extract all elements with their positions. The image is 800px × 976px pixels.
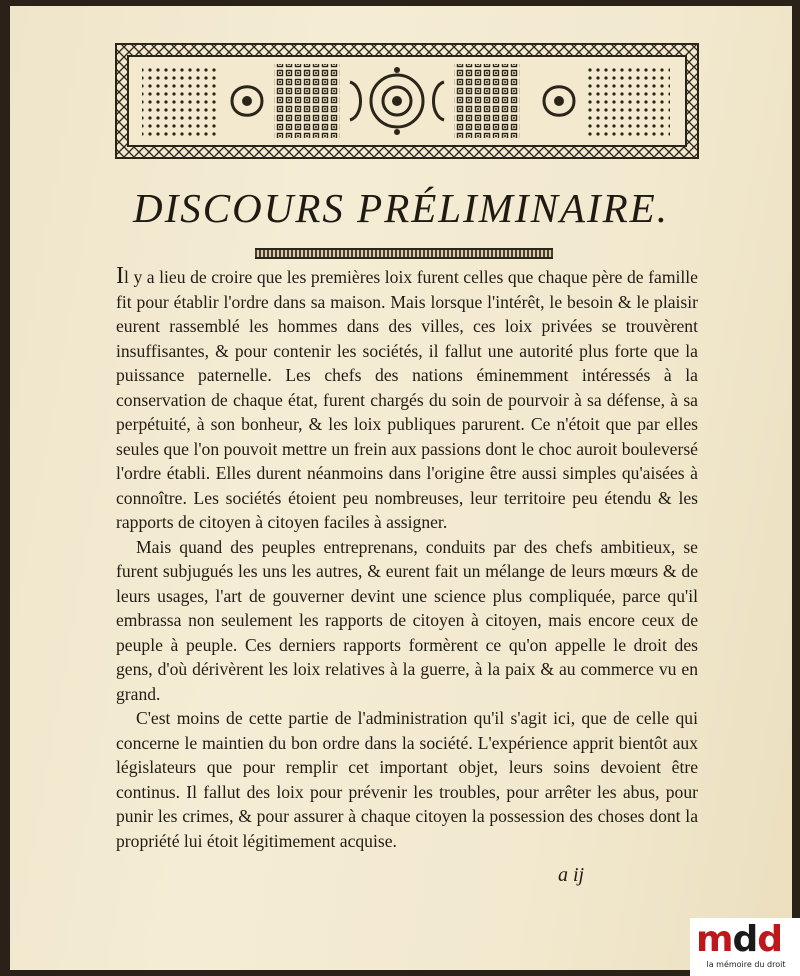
signature-mark: a ij: [558, 864, 585, 886]
paragraph: Mais quand des peuples entreprenans, conduits par des chefs ambitieux, se furent subjugués les uns les autres, & eurent fait un mélange de leurs mœurs & de leurs usages, l'art de gouverner devint une science plus compliquée, parce qu'il embrassa non seulement les rapports de citoyen à citoyen, mais encore ceux de peuple à peuple. Ces derniers rapports formèrent ce qu'on appelle le droit des gens, d'où dérivèrent les loix relatives à la guerre, à la paix & au commerce vu en grand.: [116, 536, 698, 704]
logo-letter-m: m: [696, 919, 733, 960]
paragraph: Il y a lieu de croire que les premières loix furent celles que chaque père de famille fit pour établir l'ordre dans sa maison. Mais lorsque l'intérêt, le besoin & le plaisir eurent rassemblé les hommes dans des villes, ces loix privées se trouvèrent insuffisantes, & pour contenir les sociétés, il fallut une autorité plus forte que la puissance paternelle. Les chefs des nations éminemment intéressés à la conservation de chaque état, furent chargés du soin de pourvoir à sa défense, à sa perpétuité, à son bonheur, & les loix publiques parurent. Ce n'étoit que par elles seules que l'on pouvoit mettre un frein aux passions dont le choc auroit bouleversé l'ordre établi. Elles durent néanmoins dans l'origine être aussi simples qu'aisées à connoître. Les sociétés étoient peu nombreuses, leur territoire peu étendu & les rapports de citoyen à citoyen faciles à assigner.: [116, 263, 698, 532]
decorative-headpiece-icon: [114, 42, 700, 160]
title-divider: [255, 248, 553, 259]
body-text: [116, 264, 698, 853]
logo-tagline: la mémoire du droit: [706, 960, 786, 969]
watermark-logo: [690, 918, 800, 976]
logo-letter-d: d: [757, 919, 783, 960]
page-title: DISCOURS PRÉLIMINAIRE.: [133, 185, 669, 231]
logo-letter-d: d: [732, 919, 758, 960]
paragraph: C'est moins de cette partie de l'administration qu'il s'agit ici, que de celle qui concerne le maintien du bon ordre dans la société. L'expérience apprit bientôt aux législateurs que pour remplir cet important objet, leurs soins devoient être continus. Il fallut des loix pour prévenir les troubles, pour arrêter les abus, pour punir les crimes, & pour assurer à chaque citoyen la possession des choses dont la propriété lui étoit légitimement acquise.: [116, 708, 698, 851]
logo-mark: [696, 918, 782, 962]
document-page: [10, 6, 792, 970]
